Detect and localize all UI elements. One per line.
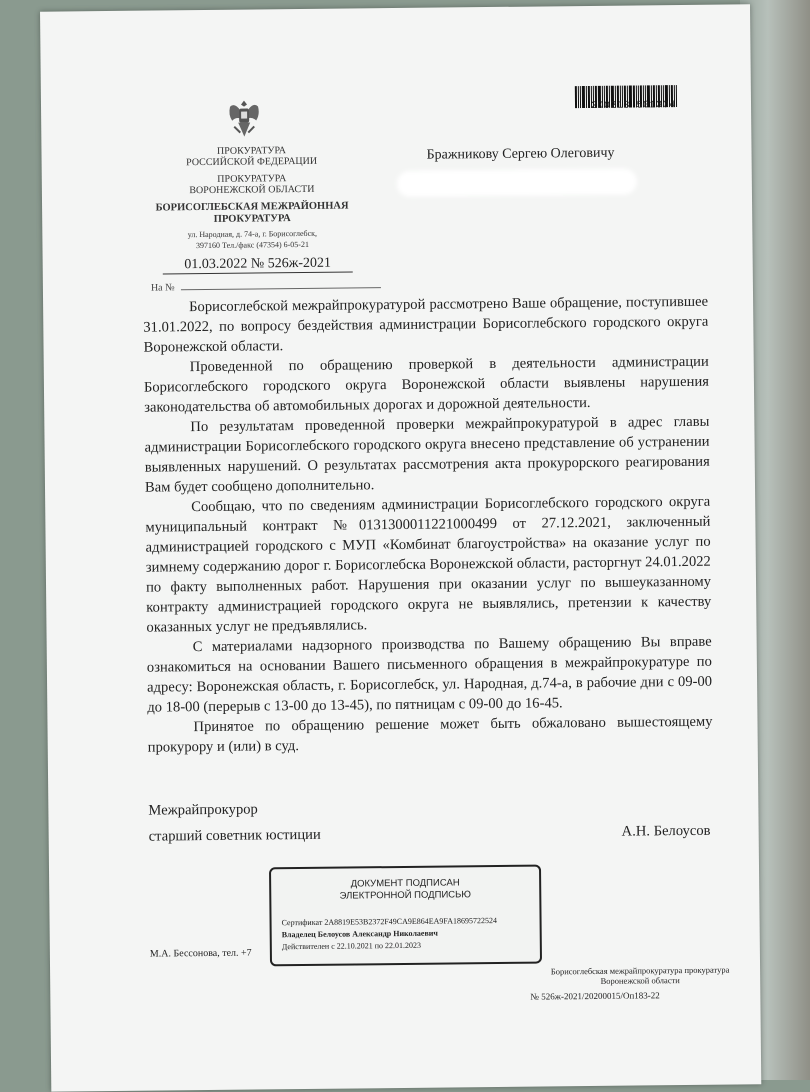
header-org: ПРОКУРАТУРА: [213, 213, 291, 225]
stamp-validity: Действителен с 22.10.2021 по 22.01.2023: [281, 940, 422, 952]
paragraph: Сообщаю, что по сведениям администрации Борисоглебского городского округа муниципальный контракт №0131300011221000499 от 27.12.2021, заключенный администрацией городского с МУП «Комбинат благоустройства» на оказание услуг по зимнему содержанию дорог г. Борисоглебска Воронежской области, расторгнут 24.01.2022 по факту выполненных работ. Нарушения при оказании услуг по вышеуказанному контракту администрацией городского округа не выявлялись, претензии к качеству оказанных услуг не предъявлялись.: [145, 493, 712, 636]
paragraph: С материалами надзорного производства по Вашему обращению Вы вправе ознакомиться на основании Вашего письменного обращения в межрайпрокуратуре по адресу: Воронежская область, г. Борисоглебск, ул. Народная, д.74-а, в рабочие дни с 09-00 до 18-00 (перерыв с 13-00 до 13-45), по пятницам с 09-00 до 16-45.: [146, 633, 713, 716]
header-line: РОССИЙСКОЙ ФЕДЕРАЦИИ: [186, 155, 318, 169]
date-number: 01.03.2022 № 526ж-2021: [163, 255, 353, 274]
barcode-bar: [588, 86, 590, 108]
footer-org: [530, 964, 750, 986]
barcode-number: 200213 501304: [590, 100, 676, 112]
footer-org-line: Борисоглебская межрайпрокуратура прокуратура: [550, 964, 730, 977]
stamp-owner: Владелец Белоусов Александр Николаевич: [281, 928, 438, 940]
header-line: ПРОКУРАТУРА: [217, 173, 287, 185]
reference-field: [151, 280, 381, 293]
coat-of-arms-icon: [224, 96, 264, 142]
paragraph: Проведенной по обращению проверкой в деятельности администрации Борисоглебского городского округа Воронежской области выявлены нарушения законодательства об автомобильных дорогах и дорожной деятельности.: [143, 353, 710, 416]
paragraph: Принятое по обращению решение может быть обжаловано вышестоящему прокурору и (или) в суд.: [147, 713, 713, 756]
signer-position: Межрайпрокурор: [148, 801, 258, 819]
stamp-certificate: Сертификат 2A8819E53B2372F49CA9E864EA9FA18695722524: [281, 915, 498, 928]
header-org: БОРИСОГЛЕБСКАЯ МЕЖРАЙОННАЯ: [155, 200, 349, 214]
header-line: ПРОКУРАТУРА: [216, 145, 287, 157]
signer-name: А.Н. Белоусов: [621, 822, 711, 840]
recipient-name: Бражникову Сергею Олеговичу: [426, 145, 615, 163]
redacted-address: [397, 168, 637, 197]
letter-body: [143, 292, 713, 758]
paragraph: По результатам проведенной проверки межрайпрокуратурой в адрес главы администрации Борисоглебского городского округа внесено представление об устранении выявленных нарушений. О результатах рассмотрения акта прокурорского реагирования Вам будет сообщено дополнительно.: [144, 413, 710, 496]
header-phone: 397160 Тел./факс (47354) 6-05-21: [195, 239, 310, 251]
executor-contact: М.А. Бессонова, тел. +7: [149, 947, 252, 960]
barcode-bar: [586, 86, 587, 108]
reference-label: На №: [150, 282, 175, 294]
header-line: ВОРОНЕЖСКОЙ ОБЛАСТИ: [189, 183, 315, 197]
document-page: [40, 4, 761, 1091]
barcode-bar: [575, 86, 577, 108]
stamp-title: ДОКУМЕНТ ПОДПИСАН: [350, 877, 460, 890]
stamp-subtitle: ЭЛЕКТРОННОЙ ПОДПИСЬЮ: [339, 889, 472, 902]
barcode-bar: [580, 86, 581, 108]
barcode-bar: [578, 86, 579, 108]
electronic-signature-stamp: [269, 865, 542, 967]
signer-rank: старший советник юстиции: [148, 826, 321, 845]
barcode-bar: [676, 85, 677, 107]
footer-reg-number: № 526ж-2021/20200015/Оп183-22: [530, 990, 660, 1002]
header-address: ул. Народная, д. 74-а, г. Борисоглебск,: [187, 228, 318, 240]
footer-org-line: Воронежской области: [600, 975, 680, 986]
barcode-bar: [582, 86, 585, 108]
paragraph: Борисоглебской межрайпрокуратурой рассмотрено Ваше обращение, поступившее 31.01.2022, по вопросу бездействия администрации Борисоглебского городского округа Воронежской области.: [143, 293, 709, 356]
